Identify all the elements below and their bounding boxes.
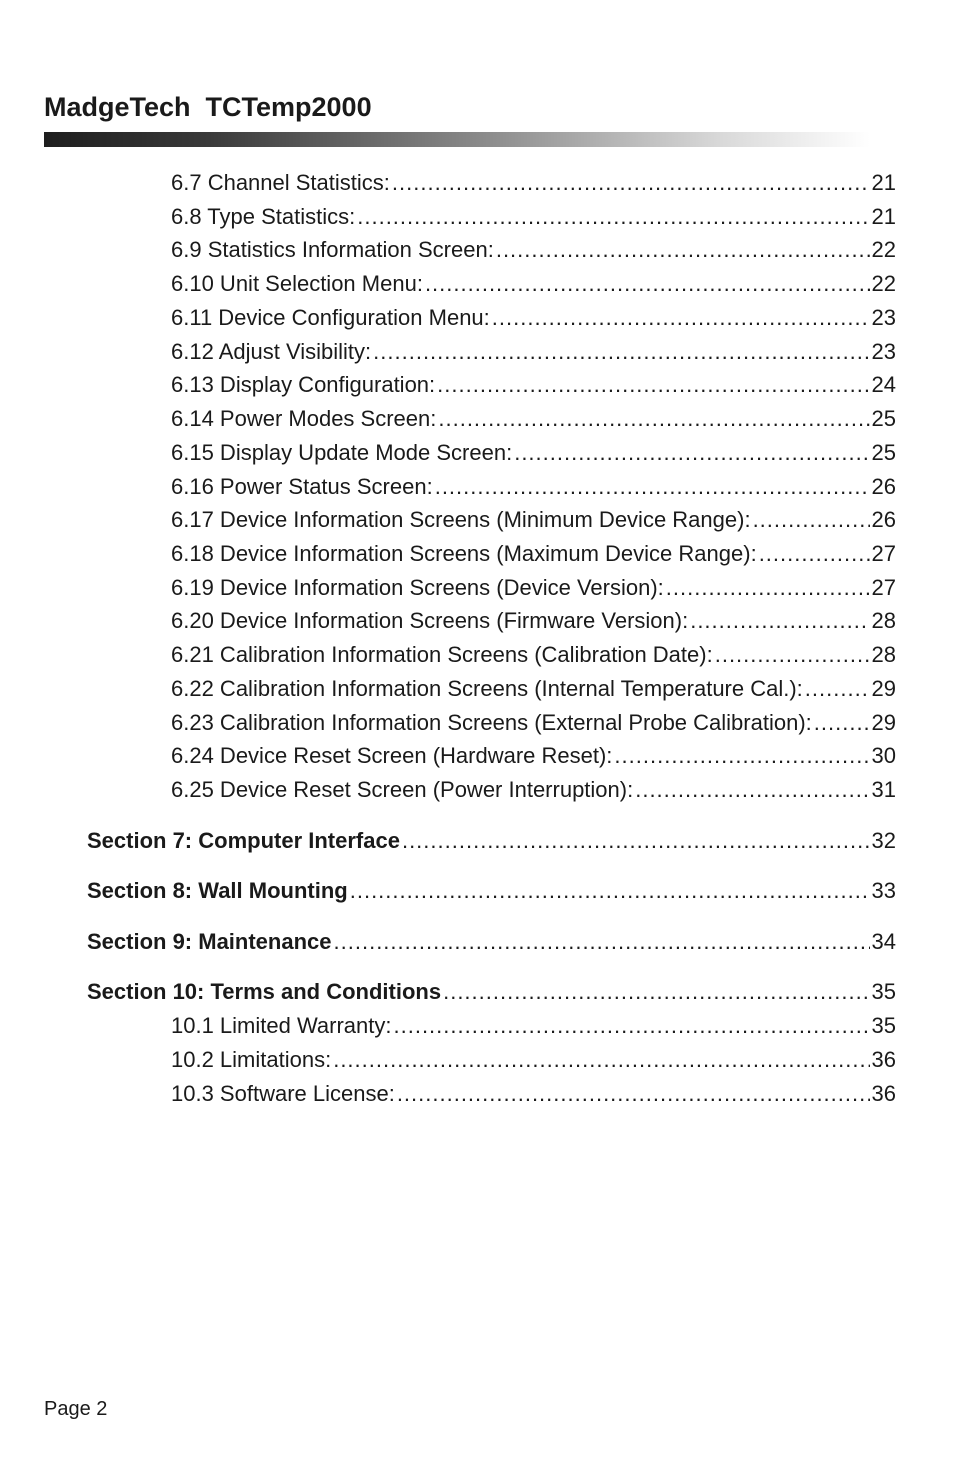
toc-entry-label: 6.23 Calibration Information Screens (External Probe Calibration):	[171, 710, 812, 735]
toc-dot-leader	[373, 337, 869, 367]
toc-entry-label: Section 7: Computer Interface	[87, 828, 400, 853]
toc-dot-leader	[614, 741, 869, 771]
page-number: Page 2	[44, 1398, 108, 1420]
toc-entry-label: Section 10: Terms and Conditions	[87, 979, 442, 1004]
toc-entry-label: 6.11 Device Configuration Menu:	[171, 305, 490, 330]
toc-subsection-entry[interactable]	[171, 202, 896, 232]
toc-entry-label: 6.16 Power Status Screen:	[171, 474, 433, 499]
toc-subsection-entry[interactable]	[171, 235, 896, 265]
toc-entry-page-number: 27	[871, 575, 896, 600]
toc-entry-page-number: 27	[871, 541, 896, 566]
toc-dot-leader	[496, 235, 870, 265]
toc-dot-leader	[402, 826, 870, 856]
toc-entry-page-number: 30	[871, 743, 896, 768]
toc-entry-page-number: 36	[871, 1081, 896, 1106]
toc-dot-leader	[334, 927, 870, 957]
toc-section-entry[interactable]	[87, 876, 896, 906]
toc-subsection-entry[interactable]	[171, 505, 896, 535]
toc-entry-page-number: 28	[871, 608, 896, 633]
toc-subsection-entry[interactable]	[171, 303, 896, 333]
toc-subsection-entry[interactable]	[171, 168, 896, 198]
toc-subsection-entry[interactable]	[171, 573, 896, 603]
toc-entry-page-number: 28	[871, 642, 896, 667]
toc-subsection-entry[interactable]	[171, 1045, 896, 1075]
toc-entry-label: 6.19 Device Information Screens (Device Version):	[171, 575, 664, 600]
toc-entry-label: 10.1 Limited Warranty:	[171, 1013, 392, 1038]
toc-dot-leader	[805, 674, 870, 704]
toc-entry-label: 6.21 Calibration Information Screens (Calibration Date):	[171, 642, 713, 667]
toc-entry-label: Section 8: Wall Mounting	[87, 878, 348, 903]
toc-dot-leader	[443, 977, 869, 1007]
toc-entry-label: Section 9: Maintenance	[87, 929, 332, 954]
toc-entry-page-number: 26	[871, 474, 896, 499]
toc-dot-leader	[666, 573, 870, 603]
toc-entry-label: 6.18 Device Information Screens (Maximum Device Range):	[171, 541, 757, 566]
toc-dot-leader	[392, 168, 870, 198]
toc-subsection-entry[interactable]	[171, 539, 896, 569]
toc-entry-page-number: 21	[871, 204, 896, 229]
toc-entry-page-number: 23	[871, 339, 896, 364]
toc-entry-page-number: 25	[871, 406, 896, 431]
toc-entry-page-number: 24	[871, 372, 896, 397]
toc-entry-page-number: 34	[871, 929, 896, 954]
toc-subsection-entry[interactable]	[171, 708, 896, 738]
toc-entry-label: 6.20 Device Information Screens (Firmware Version):	[171, 608, 689, 633]
toc-subsection-entry[interactable]	[171, 337, 896, 367]
toc-dot-leader	[753, 505, 870, 535]
toc-entry-label: 6.15 Display Update Mode Screen:	[171, 440, 513, 465]
toc-dot-leader	[514, 438, 869, 468]
toc-entry-page-number: 26	[871, 507, 896, 532]
toc-entry-label: 6.7 Channel Statistics:	[171, 170, 390, 195]
toc-entry-label: 10.3 Software License:	[171, 1081, 395, 1106]
toc-subsection-entry[interactable]	[171, 1011, 896, 1041]
toc-entry-page-number: 22	[871, 271, 896, 296]
toc-section-entry[interactable]	[87, 826, 896, 856]
toc-entry-label: 6.9 Statistics Information Screen:	[171, 237, 494, 262]
toc-subsection-entry[interactable]	[171, 472, 896, 502]
toc-subsection-entry[interactable]	[171, 640, 896, 670]
toc-entry-page-number: 22	[871, 237, 896, 262]
toc-entry-page-number: 33	[871, 878, 896, 903]
toc-entry-label: 6.10 Unit Selection Menu:	[171, 271, 423, 296]
toc-dot-leader	[759, 539, 870, 569]
toc-entry-label: 10.2 Limitations:	[171, 1047, 332, 1072]
toc-entry-label: 6.14 Power Modes Screen:	[171, 406, 437, 431]
toc-dot-leader	[715, 640, 870, 670]
toc-dot-leader	[438, 404, 869, 434]
toc-dot-leader	[814, 708, 870, 738]
toc-dot-leader	[635, 775, 869, 805]
toc-dot-leader	[350, 876, 870, 906]
header-gradient-bar	[44, 132, 870, 147]
toc-entry-page-number: 31	[871, 777, 896, 802]
toc-dot-leader	[394, 1011, 870, 1041]
toc-entry-label: 6.8 Type Statistics:	[171, 204, 356, 229]
toc-dot-leader	[437, 370, 869, 400]
toc-entry-label: 6.17 Device Information Screens (Minimum Device Range):	[171, 507, 751, 532]
toc-entry-label: 6.22 Calibration Information Screens (Internal Temperature Cal.):	[171, 676, 803, 701]
toc-subsection-entry[interactable]	[171, 606, 896, 636]
toc-subsection-entry[interactable]	[171, 269, 896, 299]
toc-dot-leader	[397, 1079, 870, 1109]
toc-entry-label: 6.13 Display Configuration:	[171, 372, 436, 397]
toc-subsection-entry[interactable]	[171, 674, 896, 704]
toc-entry-page-number: 32	[871, 828, 896, 853]
toc-section-entry[interactable]	[87, 977, 896, 1007]
toc-subsection-entry[interactable]	[171, 741, 896, 771]
toc-dot-leader	[690, 606, 869, 636]
toc-subsection-entry[interactable]	[171, 438, 896, 468]
toc-subsection-entry[interactable]	[171, 370, 896, 400]
toc-subsection-entry[interactable]	[171, 1079, 896, 1109]
toc-entry-page-number: 35	[871, 1013, 896, 1038]
toc-entry-page-number: 25	[871, 440, 896, 465]
toc-subsection-entry[interactable]	[171, 404, 896, 434]
toc-entry-page-number: 21	[871, 170, 896, 195]
toc-entry-label: 6.25 Device Reset Screen (Power Interruption):	[171, 777, 634, 802]
toc-subsection-entry[interactable]	[171, 775, 896, 805]
toc-entry-label: 6.24 Device Reset Screen (Hardware Reset):	[171, 743, 613, 768]
toc-dot-leader	[435, 472, 870, 502]
toc-entry-page-number: 23	[871, 305, 896, 330]
document-title: MadgeTech TCTemp2000	[44, 92, 372, 122]
toc-dot-leader	[357, 202, 869, 232]
toc-entry-page-number: 36	[871, 1047, 896, 1072]
toc-section-entry[interactable]	[87, 927, 896, 957]
toc-entry-page-number: 35	[871, 979, 896, 1004]
toc-entry-label: 6.12 Adjust Visibility:	[171, 339, 372, 364]
toc-entry-page-number: 29	[871, 676, 896, 701]
toc-entry-page-number: 29	[871, 710, 896, 735]
toc-dot-leader	[492, 303, 870, 333]
toc-dot-leader	[333, 1045, 869, 1075]
toc-dot-leader	[425, 269, 870, 299]
